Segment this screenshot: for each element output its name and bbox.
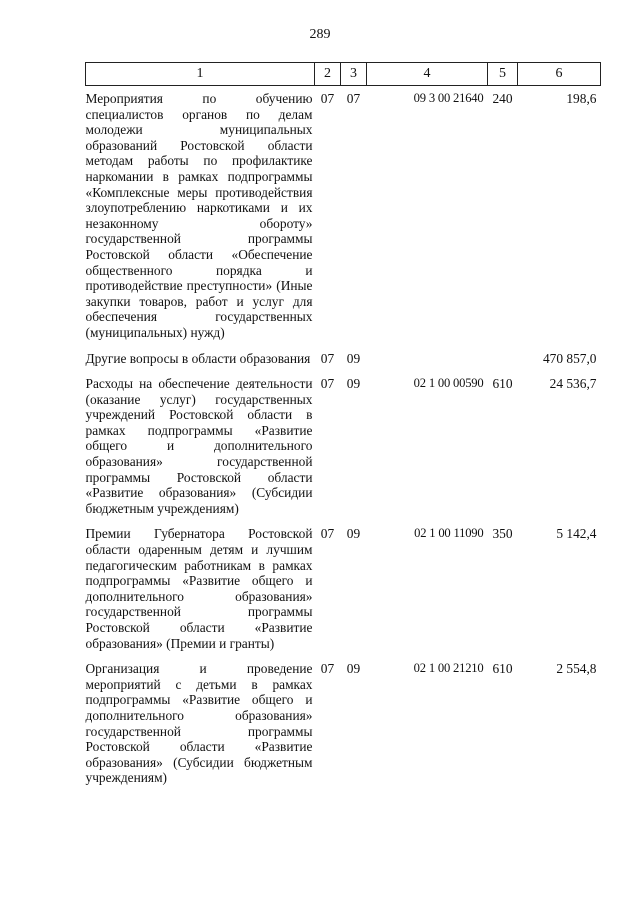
row-expense-type: 610 — [492, 661, 513, 677]
row-section: 07 — [320, 91, 335, 106]
row-section: 07 — [320, 661, 335, 677]
row-description: Расходы на обеспечение деятельности (оказание услуг) государственных учреждений Ростовской области в рамках подпрограммы «Развитие общего и дополнительного образования» государственной программы Ростовской области «Развитие образования» (Субсидии бюджетным учреждениям) — [85, 376, 313, 516]
row-target-article: 02 1 00 00590 — [413, 376, 484, 391]
row-amount: 24 536,7 — [549, 376, 597, 392]
column-header: 1 — [86, 63, 315, 86]
row-section: 07 — [320, 376, 335, 392]
row-amount: 470 857,0 — [542, 350, 597, 366]
column-header: 2 — [315, 63, 341, 86]
row-target-article — [367, 347, 488, 373]
row-description: Организация и проведение мероприятий с детьми в рамках подпрограммы «Развитие общего и дополнительного образования» государственной программы Ростовской области «Развитие образования» (Субсидии бюджетным учреждениям) — [85, 661, 313, 786]
column-header: 5 — [488, 63, 518, 86]
row-amount: 5 142,4 — [556, 526, 597, 542]
column-header: 6 — [518, 63, 601, 86]
row-expense-type: 240 — [492, 91, 513, 106]
table-row — [86, 657, 601, 792]
table-row — [86, 86, 601, 347]
row-target-article: 09 3 00 21640 — [413, 91, 484, 105]
row-expense-type — [488, 347, 518, 373]
row-subsection: 09 — [346, 526, 361, 542]
table-row — [86, 372, 601, 522]
budget-table — [85, 62, 601, 792]
row-description: Премии Губернатора Ростовской области одаренным детям и лучшим педагогическим работникам в рамках подпрограммы «Развитие общего и дополнительного образования» государственной программы Ростовской области «Развитие образования» (Премии и гранты) — [85, 526, 313, 651]
page-number: 289 — [309, 27, 331, 42]
row-amount: 198,6 — [566, 91, 597, 106]
column-header: 3 — [341, 63, 367, 86]
row-section: 07 — [320, 526, 335, 542]
row-target-article: 02 1 00 21210 — [413, 661, 484, 676]
row-description: Мероприятия по обучению специалистов органов по делам молодежи муниципальных образований Ростовской области методам работы по профилактике наркомании в рамках подпрограммы «Комплексные меры противодействия злоупотреблению наркотиками и их незаконному обороту» государственной программы Ростовской области «Обеспечение общественного порядка и противодействие преступности» (Иные закупки товаров, работ и услуг для обеспечения государственных (муниципальных) нужд) — [85, 91, 313, 340]
row-expense-type: 610 — [492, 376, 513, 392]
row-subsection: 07 — [346, 91, 361, 106]
row-subsection: 09 — [346, 661, 361, 677]
row-description: Другие вопросы в области образования — [85, 350, 311, 366]
row-target-article: 02 1 00 11090 — [414, 526, 484, 541]
table-row — [86, 522, 601, 657]
row-section: 07 — [320, 350, 335, 366]
table-header-row — [86, 63, 601, 86]
row-subsection: 09 — [346, 350, 361, 366]
column-header: 4 — [367, 63, 488, 86]
table-row — [86, 347, 601, 373]
row-subsection: 09 — [346, 376, 361, 392]
row-amount: 2 554,8 — [556, 661, 597, 677]
row-expense-type: 350 — [492, 526, 513, 542]
